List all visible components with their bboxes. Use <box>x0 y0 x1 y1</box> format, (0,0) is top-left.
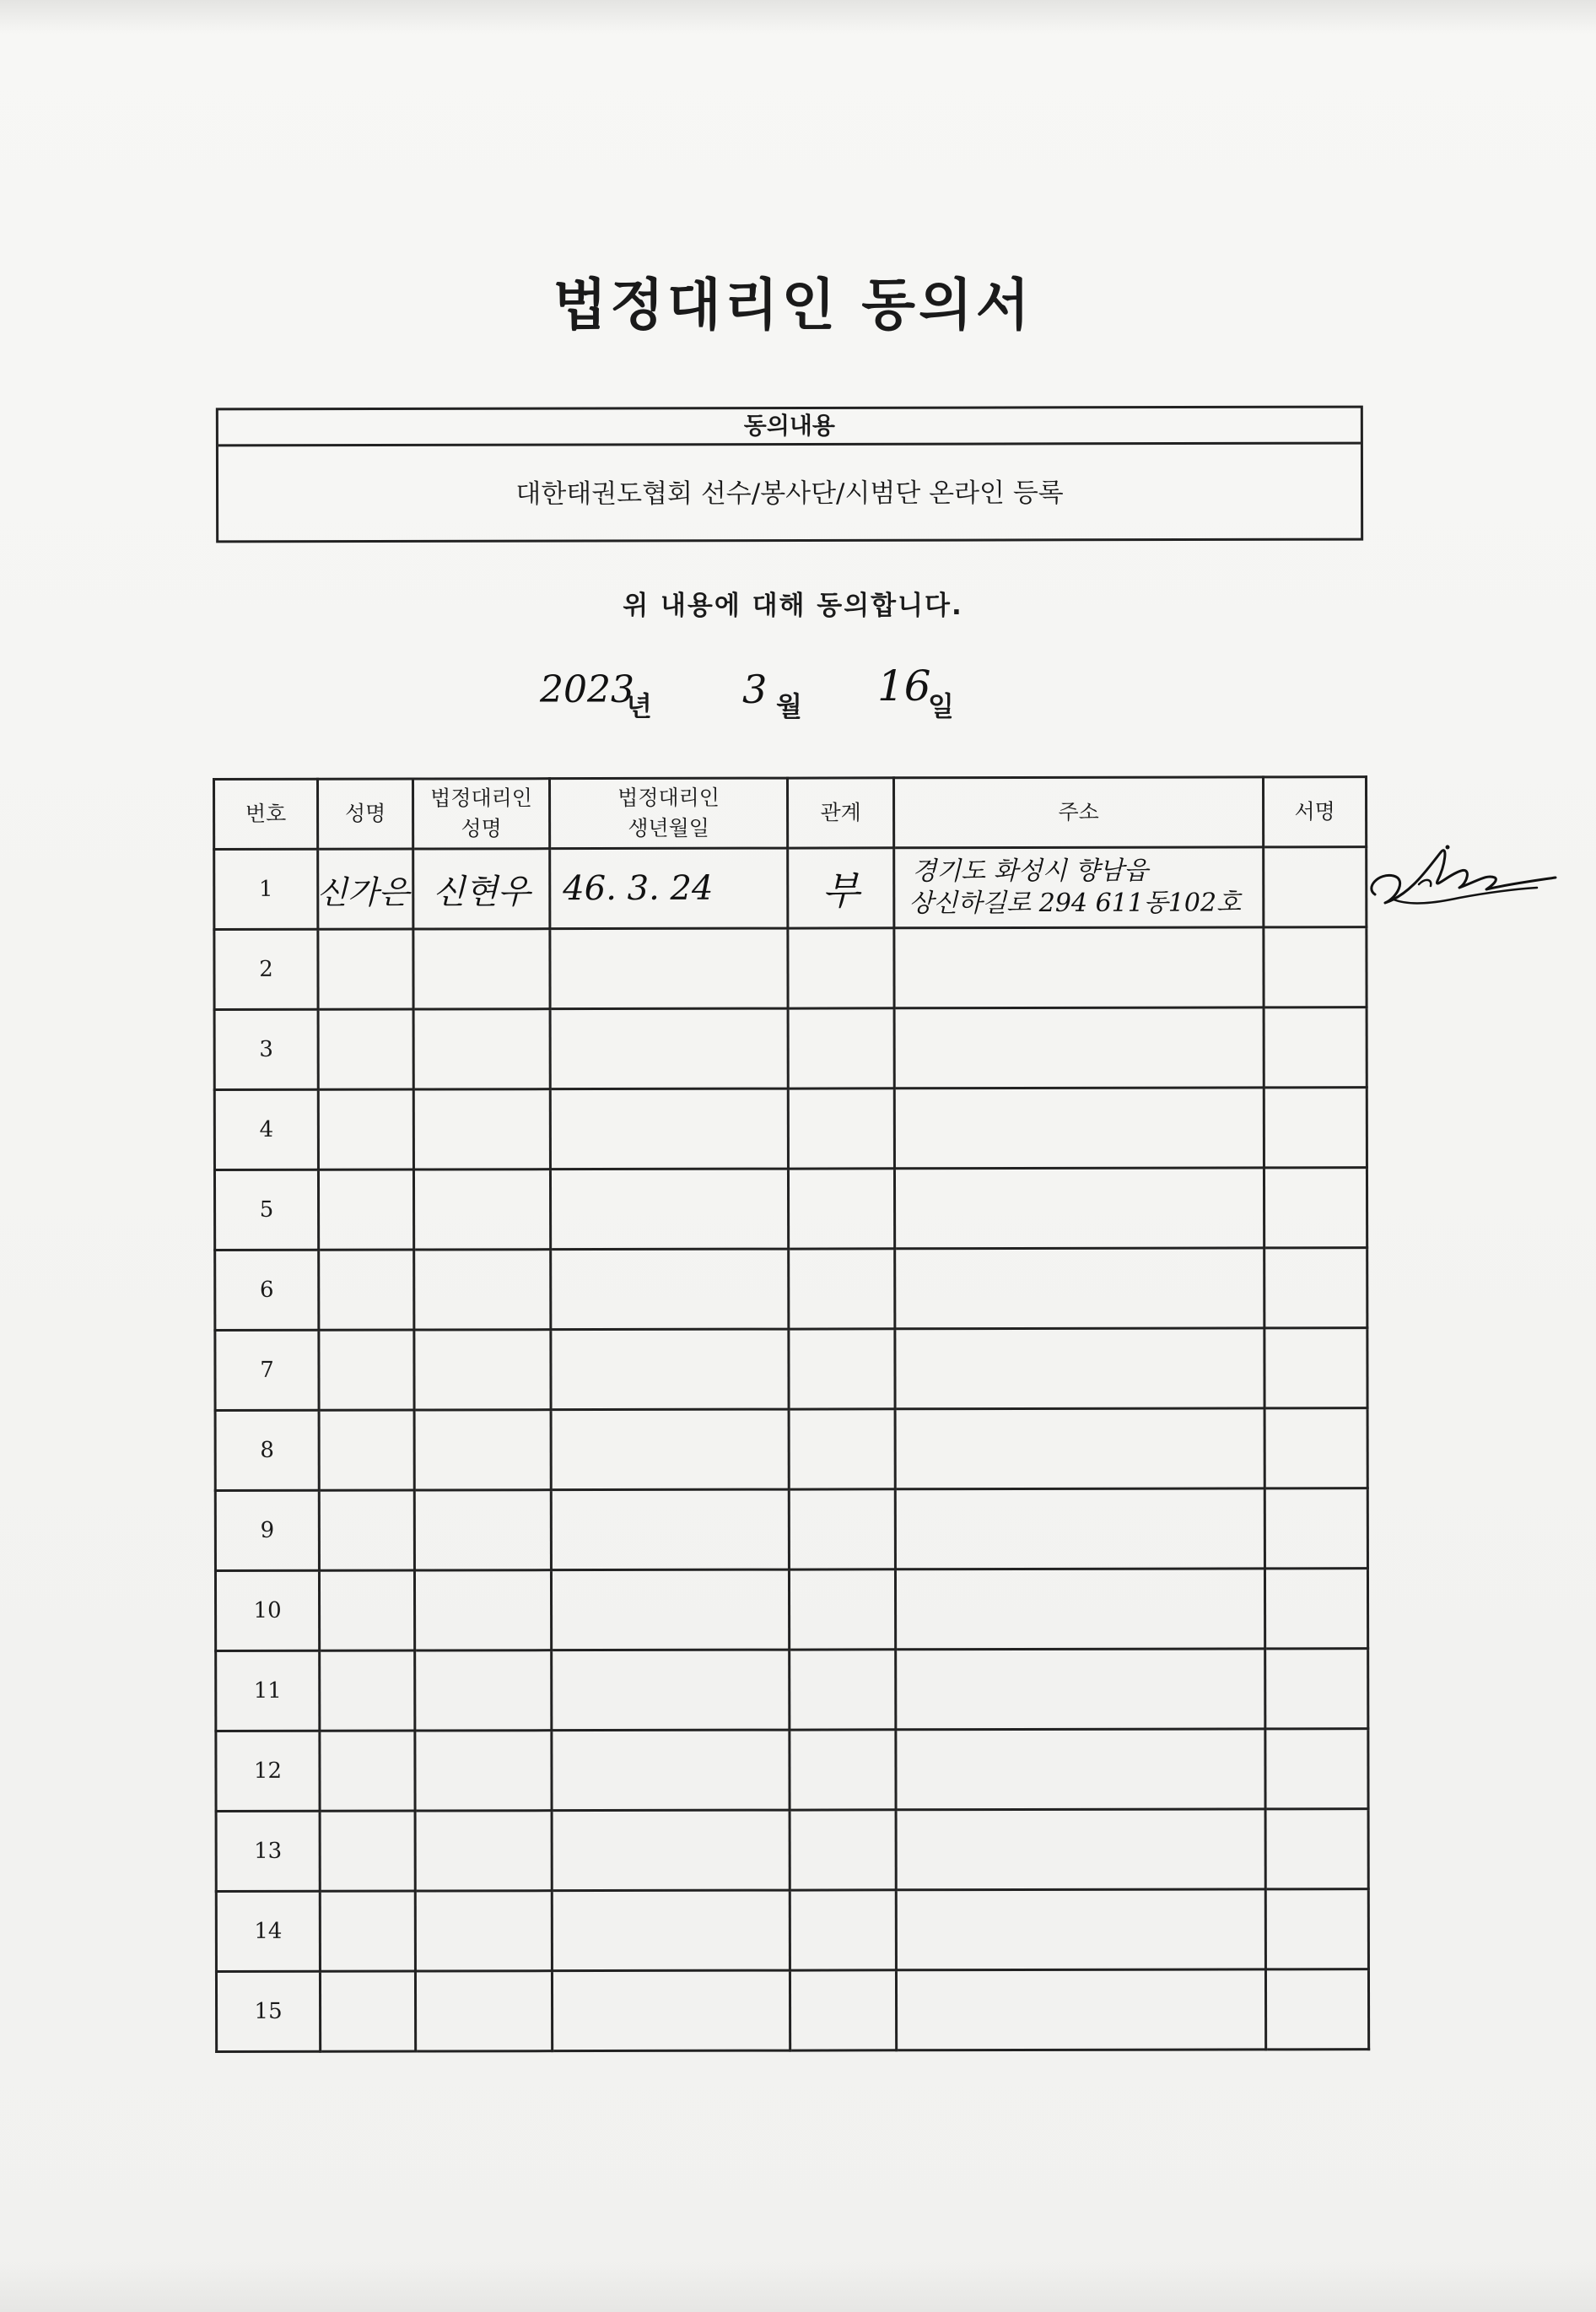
empty-cell <box>552 1970 790 2051</box>
row-relation-cell <box>788 848 894 928</box>
row-number: 2 <box>214 929 318 1009</box>
header-guardian-birth <box>550 778 788 849</box>
table-row <box>216 1969 1368 2052</box>
empty-cell <box>415 1811 552 1891</box>
empty-cell <box>895 1569 1264 1650</box>
date-day-handwritten: 16 <box>877 662 931 710</box>
row-guardian-birth-handwritten: 46. 3. 24 <box>563 868 714 909</box>
empty-cell <box>789 1249 895 1329</box>
empty-cell <box>790 1810 896 1890</box>
page-bottom-shadow <box>0 2261 1596 2312</box>
empty-cell <box>415 1731 552 1811</box>
empty-cell <box>550 1088 788 1170</box>
date-year-label: 년 <box>626 690 652 722</box>
empty-cell <box>896 1809 1265 1890</box>
empty-cell <box>788 928 894 1008</box>
empty-cell <box>1264 927 1367 1007</box>
agreement-statement: 위 내용에 대해 동의합니다. <box>623 591 963 621</box>
empty-cell <box>895 1328 1264 1409</box>
empty-cell <box>1265 1809 1368 1889</box>
header-guardian-name-line1: 법정대리인 <box>430 785 532 811</box>
empty-cell <box>1264 1248 1367 1328</box>
row-number: 1 <box>214 849 318 929</box>
row-number: 15 <box>216 1971 320 2051</box>
empty-cell <box>1264 1569 1367 1649</box>
table-row <box>215 1248 1367 1331</box>
empty-cell <box>414 1410 551 1490</box>
empty-cell <box>789 1489 895 1569</box>
empty-cell <box>319 1330 414 1410</box>
table-header-row <box>214 777 1367 850</box>
empty-cell <box>413 1009 550 1089</box>
empty-cell <box>551 1409 789 1490</box>
empty-cell <box>896 1969 1265 2050</box>
row-number: 14 <box>216 1891 320 1971</box>
empty-cell <box>414 1490 551 1570</box>
header-number: 번호 <box>214 779 318 849</box>
table-row <box>214 847 1367 930</box>
row-number: 11 <box>216 1650 320 1731</box>
empty-cell <box>320 1650 415 1731</box>
row-number: 7 <box>215 1330 319 1410</box>
empty-cell <box>415 1891 552 1971</box>
table-row <box>215 1328 1367 1411</box>
table-row <box>215 1408 1367 1491</box>
empty-cell <box>413 1170 550 1250</box>
header-guardian-birth-line1: 법정대리인 <box>617 785 720 810</box>
consent-header: 동의내용 <box>218 408 1361 447</box>
empty-cell <box>320 1811 415 1891</box>
empty-cell <box>790 1970 896 2050</box>
empty-cell <box>552 1730 790 1811</box>
empty-cell <box>789 1569 895 1650</box>
empty-cell <box>1264 1088 1367 1168</box>
row-number: 10 <box>215 1570 319 1650</box>
table-row <box>216 1649 1368 1731</box>
header-guardian-name <box>413 779 550 849</box>
registration-table <box>213 775 1370 2053</box>
empty-cell <box>1264 1328 1367 1408</box>
row-address-line2-handwritten: 상신하길로 294 611동102호 <box>909 888 1242 919</box>
empty-cell <box>552 1650 790 1731</box>
date-month-handwritten: 3 <box>742 667 768 712</box>
empty-cell <box>788 1169 894 1249</box>
date-day-label: 일 <box>928 690 954 722</box>
empty-cell <box>551 1249 789 1330</box>
table-row <box>214 1088 1367 1170</box>
empty-cell <box>789 1409 895 1489</box>
consent-section <box>216 406 1363 543</box>
empty-cell <box>895 1488 1264 1569</box>
header-guardian-birth-line2: 생년월일 <box>628 815 709 840</box>
empty-cell <box>790 1730 896 1810</box>
empty-cell <box>896 1649 1265 1730</box>
row-guardian-name-handwritten: 신현우 <box>432 872 531 911</box>
handwritten-signature <box>1360 835 1562 937</box>
empty-cell <box>789 1329 895 1409</box>
document-title: 법정대리인 동의서 <box>553 273 1033 338</box>
row-number: 4 <box>214 1089 318 1170</box>
row-number: 13 <box>216 1811 320 1891</box>
empty-cell <box>1264 1488 1367 1569</box>
row-relation-handwritten: 부 <box>822 867 860 914</box>
row-name-cell <box>318 849 413 929</box>
empty-cell <box>414 1330 551 1410</box>
row-name-handwritten: 신가은 <box>316 873 410 911</box>
empty-cell <box>415 1971 552 2051</box>
empty-cell <box>414 1250 551 1330</box>
date-line <box>0 658 1596 726</box>
table-row <box>216 1889 1368 1972</box>
row-number: 3 <box>214 1009 318 1089</box>
empty-cell <box>552 1890 790 1971</box>
empty-cell <box>1264 1168 1367 1248</box>
empty-cell <box>1264 1007 1367 1088</box>
row-number: 9 <box>215 1490 319 1570</box>
row-number: 5 <box>214 1170 318 1250</box>
empty-cell <box>894 1168 1264 1249</box>
empty-cell <box>318 1170 413 1250</box>
row-number: 8 <box>215 1410 319 1490</box>
empty-cell <box>318 1089 413 1170</box>
date-month-label: 월 <box>776 690 802 722</box>
empty-cell <box>550 1008 788 1089</box>
row-guardian-birth-cell <box>550 848 788 929</box>
consent-content: 대한태권도협회 선수/봉사단/시범단 온라인 등록 <box>515 478 1064 510</box>
table-row <box>214 1007 1367 1090</box>
table-row <box>216 1809 1368 1892</box>
row-guardian-name-cell <box>413 849 550 929</box>
empty-cell <box>896 1889 1265 1970</box>
empty-cell <box>894 1007 1264 1088</box>
header-signature: 서명 <box>1264 777 1367 847</box>
table-row <box>215 1569 1367 1651</box>
page-top-shadow <box>0 0 1596 34</box>
empty-cell <box>551 1489 789 1570</box>
table-row <box>215 1488 1367 1571</box>
empty-cell <box>1265 1649 1368 1729</box>
header-guardian-name-line2: 성명 <box>461 816 502 841</box>
header-name: 성명 <box>318 779 413 849</box>
empty-cell <box>551 1329 789 1410</box>
empty-cell <box>1265 1969 1368 2050</box>
empty-cell <box>894 927 1264 1008</box>
empty-cell <box>896 1729 1265 1810</box>
empty-cell <box>413 929 550 1009</box>
header-relation: 관계 <box>788 778 894 848</box>
empty-cell <box>320 1971 415 2051</box>
empty-cell <box>319 1570 414 1650</box>
empty-cell <box>319 1490 414 1570</box>
empty-cell <box>788 1088 894 1169</box>
empty-cell <box>551 1569 789 1650</box>
empty-cell <box>415 1650 552 1731</box>
row-address-cell <box>894 847 1264 928</box>
row-signature-cell <box>1264 847 1367 927</box>
empty-cell <box>895 1408 1264 1489</box>
empty-cell <box>319 1250 414 1330</box>
empty-cell <box>895 1248 1264 1329</box>
empty-cell <box>414 1570 551 1650</box>
empty-cell <box>552 1810 790 1891</box>
empty-cell <box>790 1650 896 1730</box>
header-address: 주소 <box>894 777 1264 848</box>
row-number: 12 <box>216 1731 320 1811</box>
empty-cell <box>788 1008 894 1088</box>
table-row <box>214 1168 1367 1251</box>
empty-cell <box>320 1891 415 1971</box>
empty-cell <box>790 1890 896 1970</box>
empty-cell <box>1264 1408 1367 1488</box>
row-number: 6 <box>215 1250 319 1330</box>
empty-cell <box>413 1089 550 1170</box>
empty-cell <box>1265 1889 1368 1969</box>
empty-cell <box>318 1009 413 1089</box>
date-year-handwritten: 2023 <box>540 668 634 711</box>
row-address-line1-handwritten: 경기도 화성시 향남읍 <box>912 856 1149 887</box>
empty-cell <box>550 928 788 1009</box>
empty-cell <box>1265 1729 1368 1809</box>
empty-cell <box>319 1410 414 1490</box>
table-row <box>216 1729 1368 1812</box>
empty-cell <box>320 1731 415 1811</box>
empty-cell <box>318 929 413 1009</box>
empty-cell <box>894 1088 1264 1169</box>
empty-cell <box>550 1169 788 1250</box>
table-row <box>214 927 1367 1010</box>
